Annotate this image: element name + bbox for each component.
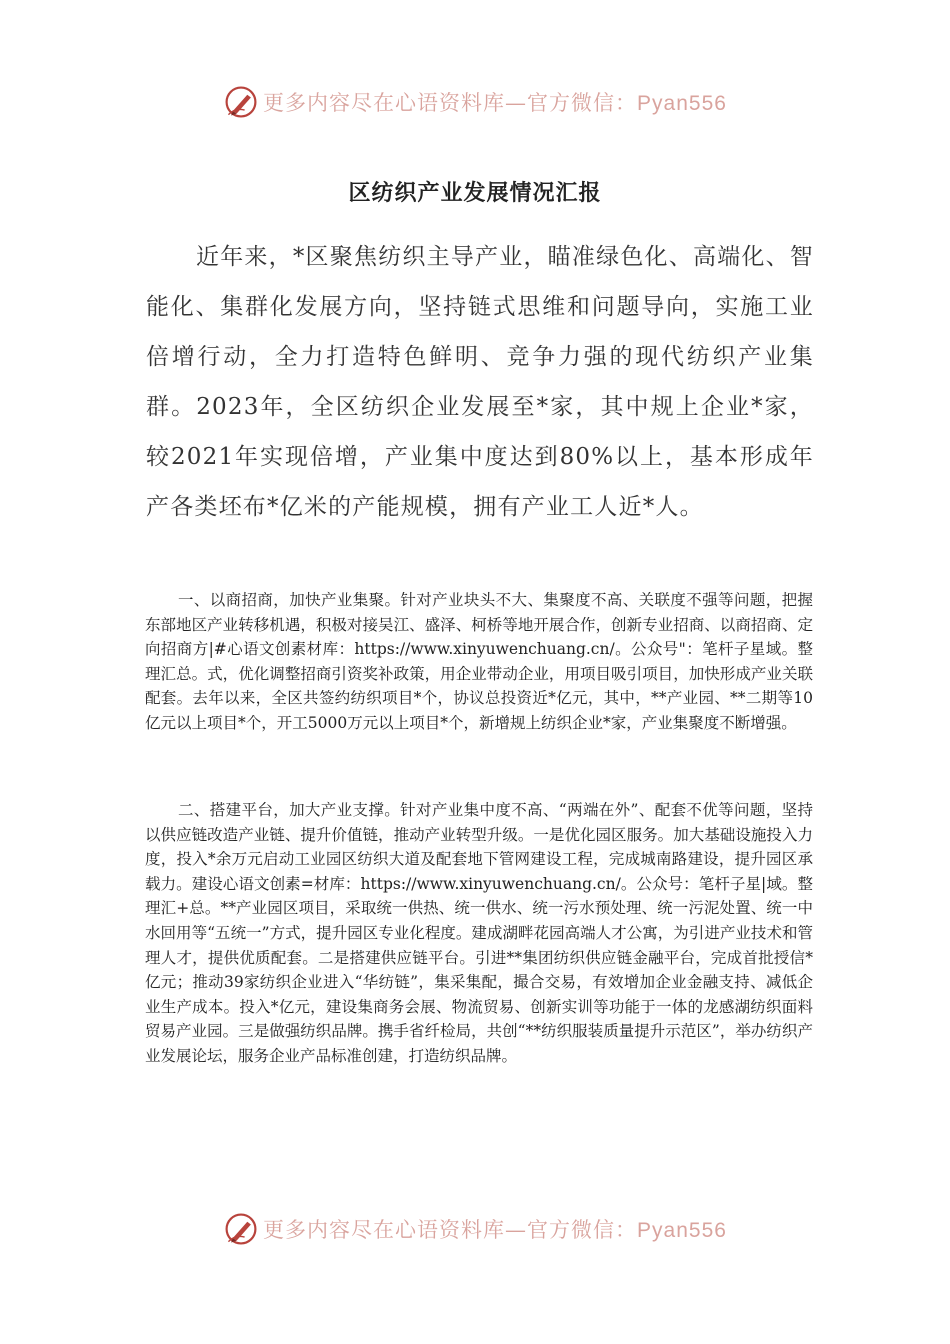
body-paragraph-1: 一、以商招商，加快产业集聚。针对产业块头不大、集聚度不高、关联度不强等问题，把握东部地区产业转移机遇，积极对接吴江、盛泽、柯桥等地开展合作，创新专业招商、以商招商、定向招商方|#心语文创素材库：https://www.xinyuwenchuang.cn/。公众号"：笔杆子星域。整理汇总。式，优化调整招商引资奖补政策，用企业带动企业，用项目吸引项目，加快形成产业关联配套。去年以来，全区共签约纺织项目*个，协议总投资近*亿元，其中，**产业园、**二期等10亿元以上项目*个，开工5000万元以上项目*个，新增规上纺织企业*家，产业集聚度不断增强。 [145, 591, 813, 732]
pen-logo-icon [223, 84, 259, 120]
banner-wechat-id: Pyan556 [637, 1219, 727, 1242]
body-paragraph-2: 二、搭建平台，加大产业支撑。针对产业集中度不高、“两端在外”、配套不优等问题，坚持以供应链改造产业链、提升价值链，推动产业转型升级。一是优化园区服务。加大基础设施投入力度，投入*余万元启动工业园区纺织大道及配套地下管网建设工程，完成城南路建设，提升园区承载力。建设心语文创素=材库：https://www.xinyuwenchuang.cn/。公众号：笔杆子星|域。整理汇+总。**产业园区项目，采取统一供热、统一供水、统一污水预处理、统一污泥处置、统一中水回用等“五统一”方式，提升园区专业化程度。建成湖畔花园高端人才公寓，为引进产业技术和管理人才，提供优质配套。二是搭建供应链平台。引进**集团纺织供应链金融平台，完成首批授信*亿元；推动39家纺织企业进入“华纺链”，集采集配，撮合交易，有效增加企业金融支持、减低企业生产成本。投入*亿元，建设集商务会展、物流贸易、创新实训等功能于一体的龙感湖纺织面料贸易产业园。三是做强纺织品牌。携手省纤检局，共创“**纺织服装质量提升示范区”，举办纺织产业发展论坛，服务企业产品标准创建，打造纺织品牌。 [145, 801, 813, 1065]
pen-logo-icon [223, 1211, 259, 1247]
footer-banner [0, 1207, 950, 1251]
banner-text: 更多内容尽在心语资料库—官方微信：Pyan556 [263, 91, 727, 115]
intro-paragraph: 近年来，*区聚焦纺织主导产业，瞄准绿色化、高端化、智能化、集群化发展方向，坚持链式思维和问题导向，实施工业倍增行动，全力打造特色鲜明、竞争力强的现代纺织产业集群。2023年，全区纺织企业发展至*家，其中规上企业*家，较2021年实现倍增，产业集中度达到80%以上，基本形成年产各类坯布*亿米的产能规模，拥有产业工人近*人。 [146, 244, 814, 520]
banner-wechat-id: Pyan556 [637, 92, 727, 115]
banner-text: 更多内容尽在心语资料库—官方微信：Pyan556 [263, 1218, 727, 1242]
document-title: 区纺织产业发展情况汇报 [348, 180, 602, 206]
header-banner [0, 80, 950, 124]
